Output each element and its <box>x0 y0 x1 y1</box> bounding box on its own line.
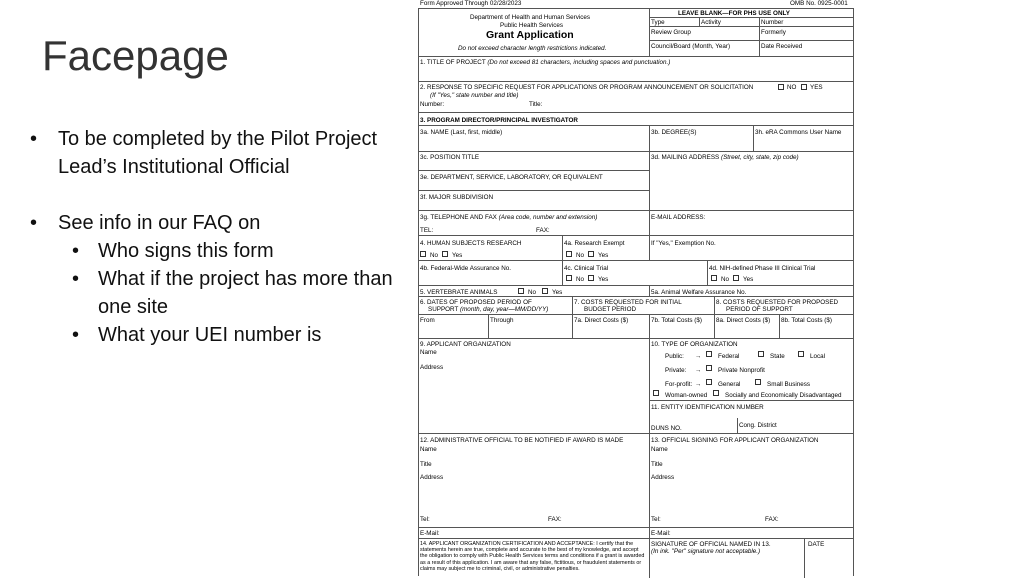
form-title: Grant Application <box>486 29 574 41</box>
field-7a[interactable]: 7a. Direct Costs ($) <box>574 317 629 324</box>
cong-district[interactable]: Cong. District <box>739 422 777 429</box>
omb-number: OMB No. 0925-0001 <box>790 0 848 7</box>
slide-title: Facepage <box>42 32 229 79</box>
arrow-icon: → <box>695 353 702 360</box>
field-3h[interactable]: 3h. eRA Commons User Name <box>755 129 842 136</box>
field-3b[interactable]: 3b. DEGREE(S) <box>651 129 697 136</box>
signer-tel[interactable]: Tel: <box>651 516 661 523</box>
official-name[interactable]: Name <box>420 446 437 453</box>
bullet-dot-icon: • <box>30 212 38 234</box>
field-4: 4. HUMAN SUBJECTS RESEARCH <box>420 240 522 247</box>
field-14-certification: 14. APPLICANT ORGANIZATION CERTIFICATION AND ACCEPTANCE: I certify that the statements herein are true, complete and accurate to the best of my knowledge, and accept the obligation to comply with Public Health Services terms and conditions if a grant is awarded as a result of this application. I am aware that any false, fictitious, or fraudulent statements or claims may subject me to criminal, civil, or administrative penalties. <box>420 541 645 572</box>
no-checkbox[interactable] <box>566 251 572 257</box>
field-9: 9. APPLICANT ORGANIZATION <box>420 341 511 348</box>
private-nonprofit-checkbox[interactable] <box>706 365 712 371</box>
signer-title[interactable]: Title <box>651 461 663 468</box>
woman-owned-checkbox[interactable] <box>653 390 659 396</box>
disadvantaged-checkbox[interactable] <box>713 390 719 396</box>
field-4a-exemption[interactable]: If "Yes," Exemption No. <box>651 240 716 247</box>
bullet-item: • To be completed by the Pilot Project Lead’s Institutional Official <box>30 125 400 181</box>
no-checkbox[interactable] <box>711 275 717 281</box>
bullet-dot-icon: • <box>72 240 80 262</box>
small-business-checkbox[interactable] <box>755 379 761 385</box>
federal-checkbox[interactable] <box>706 351 712 357</box>
field-3c[interactable]: 3c. POSITION TITLE <box>420 154 480 161</box>
signature-note: (In ink. "Per" signature not acceptable.) <box>651 548 761 555</box>
field-1-label: 1. TITLE OF PROJECT (Do not exceed 81 characters, including spaces and punctuation.) <box>420 59 671 66</box>
review-group-label: Review Group <box>651 29 691 36</box>
yes-checkbox[interactable] <box>442 251 448 257</box>
field-8a[interactable]: 8a. Direct Costs ($) <box>716 317 771 324</box>
yes-checkbox[interactable] <box>542 288 548 294</box>
bullet-item: • See info in our FAQ on <box>30 209 400 237</box>
field-3g[interactable]: 3g. TELEPHONE AND FAX (Area code, number and extension) <box>420 214 598 221</box>
field-7: 7. COSTS REQUESTED FOR INITIAL <box>574 299 682 306</box>
field-13: 13. OFFICIAL SIGNING FOR APPLICANT ORGANIZATION <box>651 437 819 444</box>
field-4d: 4d. NIH-defined Phase III Clinical Trial <box>709 265 816 272</box>
field-12: 12. ADMINISTRATIVE OFFICIAL TO BE NOTIFIED IF AWARD IS MADE <box>420 437 624 444</box>
field-3-header: 3. PROGRAM DIRECTOR/PRINCIPAL INVESTIGATOR <box>420 117 578 124</box>
general-checkbox[interactable] <box>706 379 712 385</box>
date-received-label: Date Received <box>761 43 803 50</box>
no-checkbox[interactable] <box>518 288 524 294</box>
field-4b[interactable]: 4b. Federal-Wide Assurance No. <box>420 265 511 272</box>
fax-label[interactable]: FAX: <box>536 227 550 234</box>
field-5a[interactable]: 5a. Animal Welfare Assurance No. <box>651 289 747 296</box>
field-8: 8. COSTS REQUESTED FOR PROPOSED <box>716 299 839 306</box>
form-approved-text: Form Approved Through 02/28/2023 <box>420 0 522 7</box>
field-7b[interactable]: 7b. Total Costs ($) <box>651 317 702 324</box>
signature-label: SIGNATURE OF OFFICIAL NAMED IN 13. <box>651 541 771 548</box>
tel-label[interactable]: TEL: <box>420 227 434 234</box>
dept-name: Department of Health and Human Services <box>470 14 591 21</box>
field-3a[interactable]: 3a. NAME (Last, first, middle) <box>420 129 503 136</box>
field-11: 11. ENTITY IDENTIFICATION NUMBER <box>651 404 764 411</box>
sub-bullet-item: • Who signs this form <box>58 237 400 265</box>
no-checkbox[interactable] <box>420 251 426 257</box>
state-checkbox[interactable] <box>758 351 764 357</box>
local-checkbox[interactable] <box>798 351 804 357</box>
yes-checkbox[interactable] <box>588 275 594 281</box>
yes-checkbox[interactable] <box>801 84 807 90</box>
official-email[interactable]: E-Mail: <box>420 530 440 537</box>
field-2-note: (If "Yes," state number and title) <box>430 92 519 99</box>
field-10: 10. TYPE OF ORGANIZATION <box>651 341 738 348</box>
no-checkbox[interactable] <box>778 84 784 90</box>
field-2-title[interactable]: Title: <box>529 101 543 108</box>
sub-bullet-item: • What if the project has more than one site <box>58 265 400 321</box>
signer-address[interactable]: Address <box>651 474 675 481</box>
field-2-label: 2. RESPONSE TO SPECIFIC REQUEST FOR APPLICATIONS OR PROGRAM ANNOUNCEMENT OR SOLICITATION <box>420 84 754 91</box>
phs-name: Public Health Services <box>500 22 563 29</box>
signer-fax[interactable]: FAX: <box>765 516 779 523</box>
council-label: Council/Board (Month, Year) <box>651 43 731 50</box>
arrow-icon: → <box>695 381 702 388</box>
arrow-icon: → <box>695 367 702 374</box>
field-6: 6. DATES OF PROPOSED PERIOD OF <box>420 299 532 306</box>
field-6-support: SUPPORT (month, day, year—MM/DD/YY) <box>428 306 549 313</box>
field-4c: 4c. Clinical Trial <box>564 265 609 272</box>
activity-label: Activity <box>701 19 721 26</box>
bullet-dot-icon: • <box>72 324 80 346</box>
field-2-number[interactable]: Number: <box>420 101 445 108</box>
bullet-dot-icon: • <box>72 268 80 290</box>
sub-bullet-item: • What your UEI number is <box>58 321 400 349</box>
from-date[interactable]: From <box>420 317 435 324</box>
field-3e[interactable]: 3e. DEPARTMENT, SERVICE, LABORATORY, OR EQUIVALENT <box>420 174 603 181</box>
through-date[interactable]: Through <box>490 317 514 324</box>
grant-application-form: Form Approved Through 02/28/2023 OMB No. 0925-0001 Department of Health and Human Services Public Health Services Grant Application Do not exceed character length restrictions indicated. LEAVE BLANK—FOR PHS USE ONLY Type Activity Number Review Group Formerly Council/Board (Month, Year) Date Received 1. TITLE OF PROJECT (Do not exceed 81 characters, including spaces and punctuation.) 2. RESPONSE TO SPECIFIC REQUEST FOR APPLICATIONS OR PROGRAM ANNOUNCEMENT OR SOLICITATION NO YES (If "Yes," state number and title) Number: Title: 3. PROGRAM DIRECTOR/PRINCIPAL INVESTIGATOR 3a. NAME (Last, first, middle) 3b. DEGREE(S) 3h. eRA Commons User Name 3c. POSITION TITLE 3d. MAILING ADDRESS (Street, city, state, zip code) 3e. DEPARTMENT, SERVICE, LABORATORY, OR EQUIVALENT 3f. MAJOR SUBDIVISION 3g. TELEPHONE AND FAX (Area code, number and extension) E-MAIL ADDRESS: TEL: FAX: 4. HUMAN SUBJECTS RESEARCH No Yes 4a. Research Exempt No Yes If "Yes," Exemption No. 4b. Federal-Wide Assurance No. 4c. Clinical Trial No Yes 4d. NIH-defined Phase III Clinical Trial No Yes 5. VERTEBRATE ANIMALS No Yes 5a. Animal Welfare Assurance No. 6. DATES OF PROPOSED PERIOD OF SUPPORT (month, day, year—MM/DD/YY) From Through 7. COSTS REQUESTED FOR INITIAL BUDGET PERIOD 7a. Direct Costs ($) 7b. Total Costs ($) 8. COSTS REQUESTED FOR PROPOSED PERIOD OF SUPPORT 8a. Direct Costs ($) 8b. Total Costs ($) 9. APPLICANT ORGANIZATION Name Address 10. TYPE OF ORGANIZATION Public: → Federal State Local Private: → Private Nonprofit For-profit: → General Small Business Woman-owned Socially and Economically Disadvantaged 11. ENTITY IDENTIFICATION NUMBER DUNS NO. Cong. District 12. ADMINISTRATIVE OFFICIAL TO BE NOTIFIED IF AWARD IS MADE Name Title Address Tel: FAX: E-Mail: 13. OFFICIAL SIGNING FOR APPLICANT ORGANIZATION Name Title Address Tel: FAX: E-Mail: 14. APPLICANT ORGANIZATION CERTIFICATION AND ACCEPTANCE: I certify that the statements herein are true, complete and accurate to the best of my knowledge, and accept the obligation to comply with Public Health Services terms and conditions if a grant is awarded as a result of this application. I am aware that any false, fictitious, or fraudulent statements or claims may subject me to criminal, civil, or administrative penalties. SIGNATURE OF OFFICIAL NAMED IN 13. (In ink. "Per" signature not acceptable.) DATE <box>418 0 854 576</box>
char-limit-note: Do not exceed character length restrictions indicated. <box>458 45 607 52</box>
field-3d[interactable]: 3d. MAILING ADDRESS (Street, city, state, zip code) <box>651 154 799 161</box>
leave-blank-header: LEAVE BLANK—FOR PHS USE ONLY <box>678 10 790 17</box>
field-8b[interactable]: 8b. Total Costs ($) <box>781 317 832 324</box>
field-5: 5. VERTEBRATE ANIMALS <box>420 289 498 296</box>
official-fax[interactable]: FAX: <box>548 516 562 523</box>
signer-name[interactable]: Name <box>651 446 668 453</box>
yes-checkbox[interactable] <box>733 275 739 281</box>
email-address[interactable]: E-MAIL ADDRESS: <box>651 214 706 221</box>
bullet-list <box>30 125 400 349</box>
official-title[interactable]: Title <box>420 461 432 468</box>
field-4a: 4a. Research Exempt <box>564 240 625 247</box>
signer-email[interactable]: E-Mail: <box>651 530 671 537</box>
number-label: Number <box>761 19 784 26</box>
field-7-budget: BUDGET PERIOD <box>584 306 637 313</box>
bullet-dot-icon: • <box>30 128 38 150</box>
official-tel[interactable]: Tel: <box>420 516 430 523</box>
field-3f[interactable]: 3f. MAJOR SUBDIVISION <box>420 194 494 201</box>
applicant-name[interactable]: Name <box>420 349 437 356</box>
type-label: Type <box>651 19 665 26</box>
formerly-label: Formerly <box>761 29 786 36</box>
applicant-address[interactable]: Address <box>420 364 444 371</box>
official-address[interactable]: Address <box>420 474 444 481</box>
date-field[interactable]: DATE <box>808 541 825 548</box>
no-checkbox[interactable] <box>566 275 572 281</box>
field-8-period: PERIOD OF SUPPORT <box>726 306 793 313</box>
yes-checkbox[interactable] <box>588 251 594 257</box>
duns-field[interactable]: DUNS NO. <box>651 425 682 432</box>
